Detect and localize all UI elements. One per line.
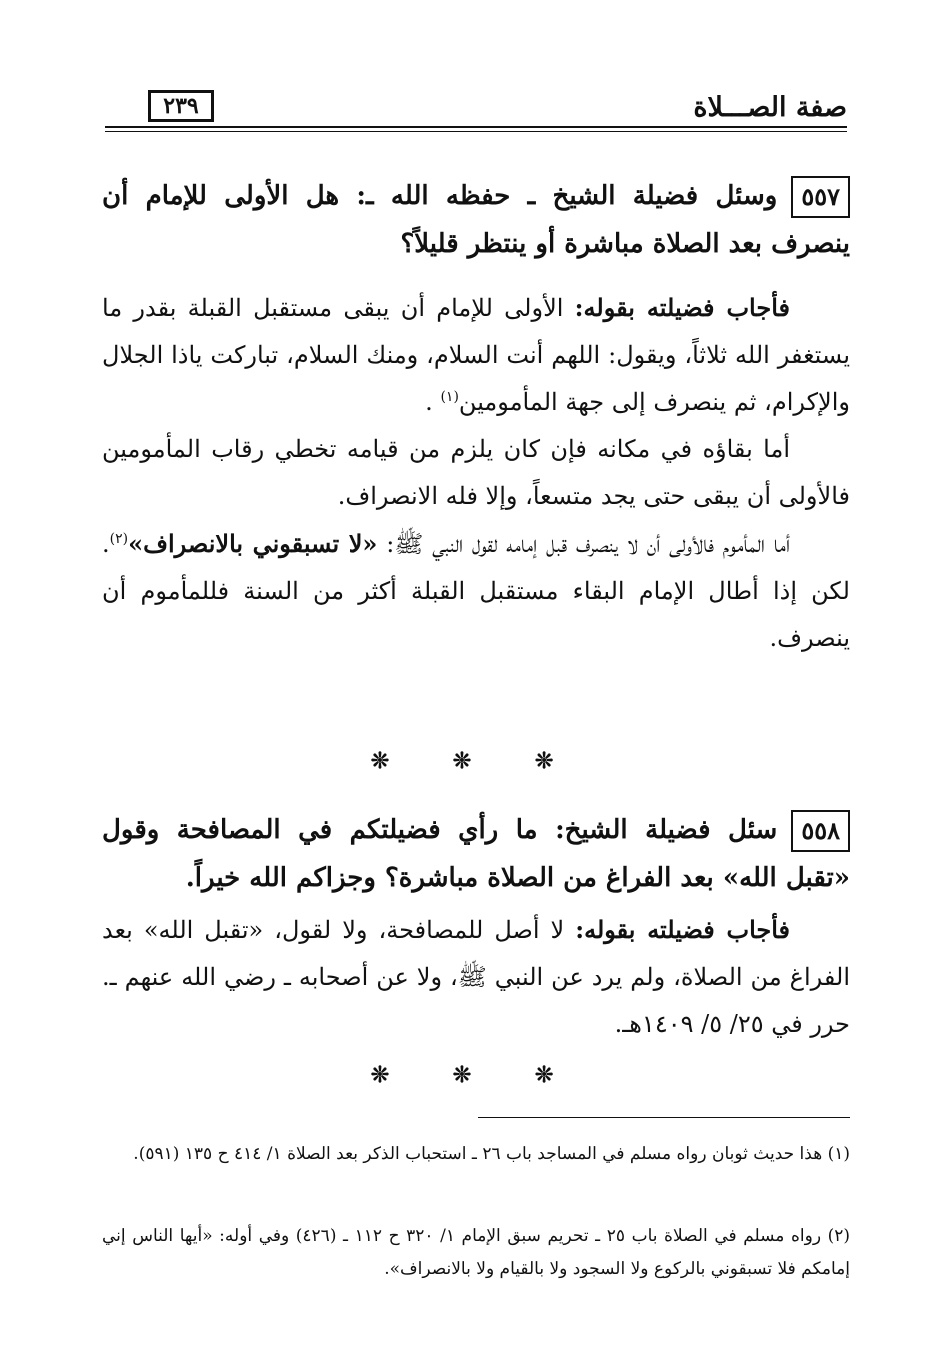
footnote-2 <box>102 1220 850 1286</box>
question-number-558: ٥٥٨ <box>791 810 850 852</box>
section-separator: ❊ ❊ ❊ <box>370 748 582 774</box>
footnote-divider <box>478 1117 850 1118</box>
answer-558 <box>102 906 850 1048</box>
answer-text: أما بقاؤه في مكانه فإن كان يلزم من قيامه تخطي رقاب المأمومين فالأولى أن يبقى حتى يجد متسعاً، وإلا فله الانصراف. <box>102 435 850 510</box>
sentence-end: . <box>425 388 433 416</box>
footnote-ref-2: (٢) <box>109 531 129 547</box>
answer-558-paragraph-1 <box>102 906 850 1048</box>
page-number: ٢٣٩ <box>148 90 214 122</box>
answer-lead: فأجاب فضيلته بقوله: <box>575 915 791 944</box>
header-rule <box>105 126 847 128</box>
footnote-number: (٢) <box>827 1226 851 1246</box>
answer-557 <box>102 284 850 662</box>
question-558 <box>102 806 850 902</box>
header-rule-thin <box>105 131 847 132</box>
footnote-ref-1: (١) <box>440 389 459 405</box>
answer-text: الأولى للإمام أن يبقى مستقبل القبلة بقدر ما يستغفر الله ثلاثاً، ويقول: اللهم أنت السلام، ومنك السلام، تباركت ياذا الجلال والإكرام، ثم ينصرف إلى جهة المأمومين <box>102 294 850 416</box>
footnote-text: رواه مسلم في الصلاة باب ٢٥ ـ تحريم سبق الإمام ١/ ٣٢٠ ح ١١٢ ـ (٤٢٦) وفي أوله: «أيها الناس إني إمامكم فلا تسبقوني بالركوع ولا السجود ولا بالقيام ولا بالانصراف». <box>102 1226 850 1279</box>
header-title: صفة الصـــلاة <box>693 92 847 123</box>
answer-text: . لكن إذا أطال الإمام البقاء مستقبل القبلة أكثر من السنة فللمأموم أن ينصرف. <box>102 530 850 652</box>
question-557 <box>102 172 850 268</box>
answer-557-paragraph-2 <box>102 426 850 520</box>
footnote-number: (١) <box>827 1144 850 1164</box>
question-number-557: ٥٥٧ <box>791 176 850 218</box>
answer-text: أما المأموم فالأولى أن لا ينصرف قبل إمامه لقول النبي ﷺ: <box>386 530 790 558</box>
running-header <box>105 88 847 148</box>
question-558-text: سئل فضيلة الشيخ: ما رأي فضيلتكم في المصافحة وقول «تقبل الله» بعد الفراغ من الصلاة مباشرة؟ وجزاكم الله خيراً. <box>102 815 850 893</box>
footnote-text: هذا حديث ثوبان رواه مسلم في المساجد باب ٢٦ ـ استحباب الذكر بعد الصلاة ١/ ٤١٤ ح ١٣٥ (٥٩١). <box>133 1144 823 1164</box>
question-557-text: وسئل فضيلة الشيخ ـ حفظه الله ـ: هل الأولى للإمام أن ينصرف بعد الصلاة مباشرة أو ينتظر قليلاً؟ <box>102 181 850 259</box>
answer-557-paragraph-3 <box>102 520 850 662</box>
footnote-1 <box>102 1138 850 1171</box>
answer-557-paragraph-1 <box>102 284 850 426</box>
section-separator: ❊ ❊ ❊ <box>370 1062 582 1088</box>
answer-text: لا أصل للمصافحة، ولا لقول، «تقبل الله» بعد الفراغ من الصلاة، ولم يرد عن النبي ﷺ، ولا عن أصحابه ـ رضي الله عنهم ـ. حرر في ٢٥/ ٥/ ١٤٠٩هـ. <box>102 916 850 1038</box>
answer-lead: فأجاب فضيلته بقوله: <box>574 293 790 322</box>
hadith-quote: «لا تسبقوني بالانصراف» <box>128 529 378 558</box>
